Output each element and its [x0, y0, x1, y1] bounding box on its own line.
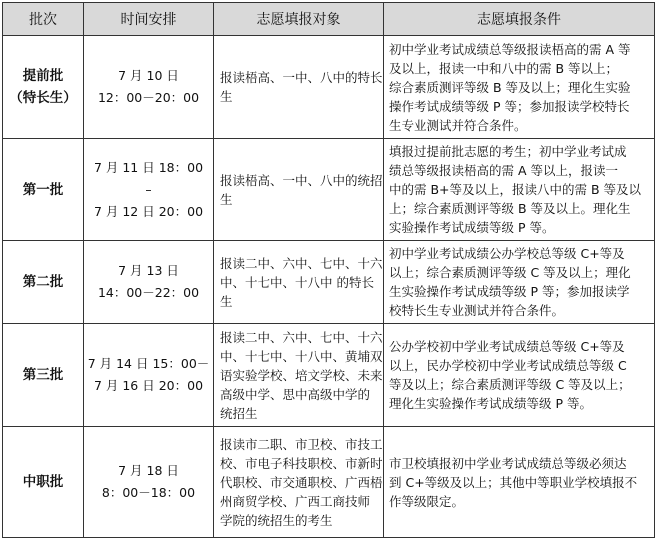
target-cell — [214, 36, 384, 139]
header-time: 时间安排 — [84, 3, 214, 36]
target-line: 生 — [220, 89, 233, 104]
condition-cell — [384, 324, 655, 427]
target-line: 中、十七中、十八中、黄埔双 — [220, 348, 383, 364]
table-row — [3, 36, 655, 139]
condition-line: 校特长生专业测试并符合条件。 — [389, 303, 565, 318]
batch-cell — [3, 324, 84, 427]
table-header — [3, 3, 655, 36]
condition-line: 填报过提前批志愿的考生；初中学业考试成 — [389, 144, 627, 159]
batch-line: 第一批 — [22, 181, 64, 198]
target-line: 校、市电子科技职校、市新时 — [220, 455, 383, 471]
table-row — [3, 139, 655, 241]
time-line: 14：00－22：00 — [97, 285, 200, 300]
target-line: 报读市二职、市卫校、市技工 — [220, 436, 383, 452]
target-line: 报读梧高、一中、八中的特长 — [220, 70, 383, 85]
target-line: 代职校、市交通职校、广西梧 — [220, 474, 383, 490]
time-line: 12：00－20：00 — [97, 90, 200, 105]
time-line: – — [145, 181, 152, 197]
header-batch: 批次 — [3, 3, 84, 36]
condition-line: 等及以上；综合素质测评等级 C 等及以上； — [389, 377, 631, 392]
condition-line: 市卫校填报初中学业考试成绩总等级必须达 — [389, 455, 627, 471]
target-cell — [214, 324, 384, 427]
target-line: 报读二中、六中、七中、十六 — [220, 329, 383, 345]
target-line: 生 — [220, 191, 233, 207]
time-cell — [84, 427, 214, 538]
target-cell — [214, 139, 384, 241]
batch-line: 第三批 — [22, 367, 64, 383]
target-line: 高级中学、思中高级中学的 — [220, 386, 371, 402]
condition-cell — [384, 241, 655, 324]
time-line: 7 月 16 日 20：00 — [93, 378, 204, 393]
target-line: 州商贸学校、广西工商技师 — [220, 493, 371, 509]
condition-line: 操作考试成绩等级 P 等；参加报读学校特长 — [389, 98, 630, 114]
batch-line: 中职批 — [22, 474, 64, 490]
time-line: 7 月 12 日 20：00 — [93, 203, 204, 219]
target-line: 学院的统招生的考生 — [220, 512, 333, 528]
batch-cell — [3, 36, 84, 139]
time-line: 7 月 14 日 15：00－ — [87, 356, 210, 371]
condition-line: 生专业测试并符合条件。 — [389, 117, 527, 133]
target-line: 报读梧高、一中、八中的统招 — [220, 172, 383, 188]
condition-line: 作等级限定。 — [389, 493, 465, 509]
time-cell — [84, 139, 214, 241]
time-cell — [84, 241, 214, 324]
batch-line: （特长生） — [9, 90, 77, 106]
condition-line: 公办学校初中学业考试成绩总等级 C+等及 — [389, 339, 625, 354]
condition-line: 实验操作考试成绩等级 P 等。 — [389, 220, 555, 235]
condition-cell — [384, 36, 655, 139]
condition-line: 理化生实验操作考试成绩等级 P 等。 — [389, 396, 592, 411]
condition-line: 初中学业考试成绩公办学校总等级 C+等及 — [389, 246, 625, 261]
batch-line: 提前批 — [22, 68, 64, 84]
condition-line: 上；综合素质测评等级 B 等及以上。理化生 — [389, 201, 631, 216]
target-line: 语实验学校、培文学校、未来 — [220, 367, 383, 383]
time-cell — [84, 36, 214, 139]
target-cell — [214, 427, 384, 538]
condition-line: 及以上，报读一中和八中的需 B 等以上； — [389, 60, 619, 76]
header-condition: 志愿填报条件 — [384, 3, 655, 36]
table-row — [3, 241, 655, 324]
table-row — [3, 324, 655, 427]
time-cell — [84, 324, 214, 427]
condition-line: 到 C+等级及以上；其他中等职业学校填报不 — [389, 474, 638, 490]
batch-line: 第二批 — [22, 274, 64, 290]
time-line: 7 月 11 日 18：00 — [93, 159, 204, 175]
condition-line: 以上；综合素质测评等级 C 等及以上；理化 — [389, 265, 631, 280]
condition-line: 综合素质测评等级 B 等及以上；理化生实验 — [389, 79, 631, 95]
condition-line: 生实验操作考试成绩等级 P 等；参加报读学 — [389, 284, 630, 299]
header-row — [3, 3, 655, 36]
target-line: 生 — [220, 293, 233, 309]
time-line: 7 月 18 日 — [118, 463, 179, 478]
batch-cell — [3, 427, 84, 538]
target-cell — [214, 241, 384, 324]
condition-line: 初中学业考试成绩总等级报读梧高的需 A 等 — [389, 41, 631, 57]
target-line: 中、十七中、十八中 的特长 — [220, 274, 374, 290]
time-line: 7 月 10 日 — [118, 68, 179, 83]
time-line: 8：00－18：00 — [101, 485, 196, 500]
target-line: 报读二中、六中、七中、十六 — [220, 255, 383, 271]
condition-line: 以上，民办学校初中学业考试成绩总等级 C — [389, 358, 627, 373]
condition-cell — [384, 427, 655, 538]
target-line: 统招生 — [220, 405, 258, 421]
batch-cell — [3, 241, 84, 324]
batch-cell — [3, 139, 84, 241]
condition-line: 绩总等级报读梧高的需 A 等以上，报读一 — [389, 163, 618, 178]
table-row — [3, 427, 655, 538]
table-body — [3, 36, 655, 538]
condition-cell — [384, 139, 655, 241]
header-target: 志愿填报对象 — [214, 3, 384, 36]
condition-line: 中的需 B+等及以上，报读八中的需 B 等及以 — [389, 182, 642, 197]
admission-schedule-table — [2, 2, 655, 538]
time-line: 7 月 13 日 — [118, 263, 179, 278]
